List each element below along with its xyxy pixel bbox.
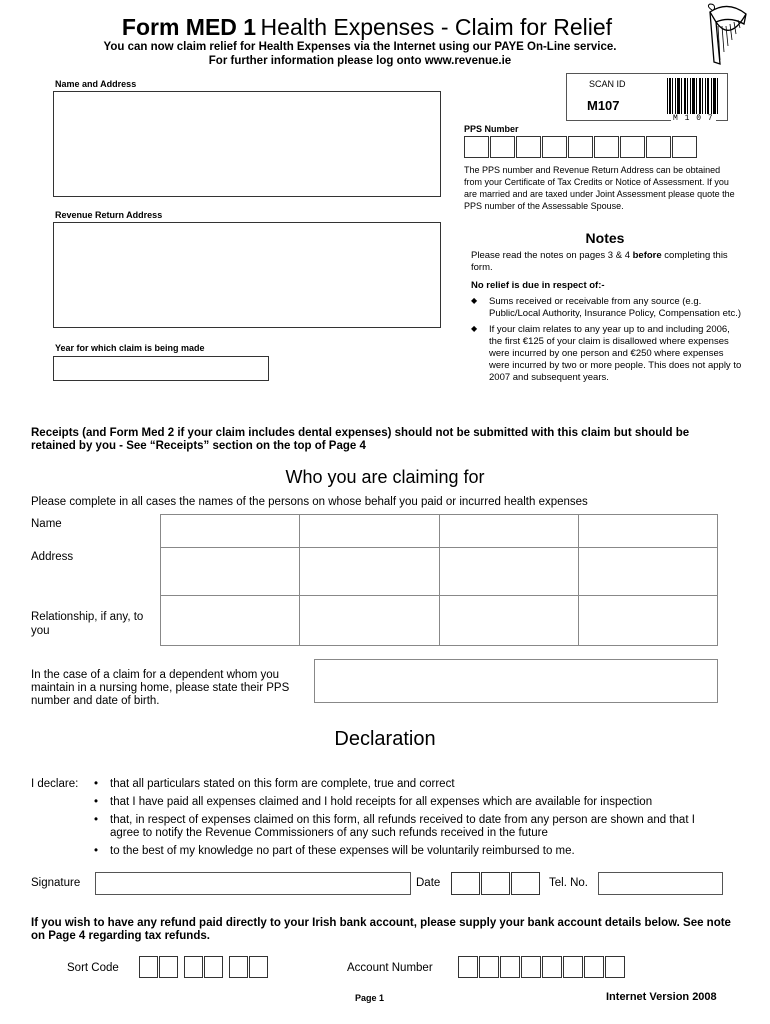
declaration-intro: I declare:	[31, 778, 79, 790]
declaration-item	[94, 845, 724, 858]
barcode-icon	[667, 78, 719, 114]
notes-intro-post: completing this form.	[471, 250, 728, 273]
pps-digit[interactable]	[464, 136, 489, 158]
sort-code-boxes[interactable]	[139, 956, 269, 978]
tel-field[interactable]	[598, 872, 723, 895]
declaration-title: Declaration	[334, 728, 436, 750]
name-address-field[interactable]	[53, 91, 441, 197]
diamond-bullet-icon: ◆	[471, 296, 478, 305]
table-row	[161, 596, 718, 646]
subtitle-2: For further information please log onto www.revenue.ie	[208, 55, 512, 67]
year-field[interactable]	[53, 356, 269, 381]
date-segment[interactable]	[451, 872, 480, 895]
address-row-label: Address	[31, 551, 74, 563]
sort-code-digit[interactable]	[249, 956, 268, 978]
date-segment[interactable]	[481, 872, 510, 895]
declaration-item-text: that I have paid all expenses claimed and I hold receipts for all expenses which are available for inspection	[110, 796, 653, 808]
sort-code-digit[interactable]	[139, 956, 158, 978]
pps-digit[interactable]	[594, 136, 619, 158]
relationship-row-label: Relationship, if any, to you	[31, 611, 144, 637]
claimant-name-cell[interactable]	[439, 515, 578, 548]
account-digit[interactable]	[521, 956, 541, 978]
name-row-label: Name	[31, 518, 62, 530]
pps-digit[interactable]	[516, 136, 541, 158]
subtitle-1: You can now claim relief for Health Expenses via the Internet using our PAYE On-Line service.	[103, 41, 617, 53]
signature-field[interactable]	[95, 872, 411, 895]
revenue-return-label: Revenue Return Address	[55, 210, 163, 220]
account-number-boxes[interactable]	[458, 956, 626, 978]
account-digit[interactable]	[584, 956, 604, 978]
scan-id-box	[566, 73, 728, 121]
bullet-icon: •	[94, 796, 99, 808]
form-code: Form MED 1	[121, 14, 257, 40]
notes-item	[471, 296, 743, 320]
declaration-list	[94, 778, 724, 858]
receipts-notice: Receipts (and Form Med 2 if your claim includes dental expenses) should not be submitted with this claim but should be retained by you - See “Receipts” section on the top of Page 4	[31, 427, 690, 452]
date-label: Date	[416, 877, 441, 889]
bullet-icon: •	[94, 778, 99, 790]
notes-item	[471, 324, 743, 384]
nursing-home-field[interactable]	[314, 659, 718, 703]
claimant-address-cell[interactable]	[161, 548, 300, 596]
bullet-icon: •	[94, 845, 99, 857]
claimants-table	[160, 514, 718, 646]
claimant-address-cell[interactable]	[439, 548, 578, 596]
declaration-item-text: to the best of my knowledge no part of these expenses will be voluntarily reimbursed to me.	[110, 845, 575, 857]
claimant-address-cell[interactable]	[578, 548, 717, 596]
notes-title: Notes	[585, 230, 625, 246]
account-label: Account Number	[347, 962, 433, 974]
pps-digit[interactable]	[542, 136, 567, 158]
date-segment[interactable]	[511, 872, 540, 895]
notes-intro	[471, 250, 741, 274]
table-row	[161, 515, 718, 548]
date-boxes[interactable]	[451, 872, 541, 895]
pps-digit[interactable]	[646, 136, 671, 158]
signature-label: Signature	[31, 877, 81, 889]
account-digit[interactable]	[458, 956, 478, 978]
sort-code-label: Sort Code	[67, 962, 119, 974]
revenue-return-field[interactable]	[53, 222, 441, 328]
claimant-name-cell[interactable]	[578, 515, 717, 548]
claiming-title: Who you are claiming for	[285, 467, 485, 487]
account-digit[interactable]	[563, 956, 583, 978]
table-row	[161, 548, 718, 596]
account-digit[interactable]	[542, 956, 562, 978]
claimant-relationship-cell[interactable]	[161, 596, 300, 646]
notes-intro-pre: Please read the notes on pages 3 & 4	[471, 250, 633, 261]
harp-emblem-icon	[700, 2, 756, 70]
notes-item-text: If your claim relates to any year up to and including 2006, the first €125 of your claim is disallowed where expenses were incurred by one person and €250 where expenses were incurred by two or more people. This does not apply to 2007 and subsequent years.	[489, 324, 742, 383]
account-digit[interactable]	[479, 956, 499, 978]
pps-digit[interactable]	[490, 136, 515, 158]
bullet-icon: •	[94, 814, 99, 826]
claimant-address-cell[interactable]	[300, 548, 439, 596]
claimant-relationship-cell[interactable]	[300, 596, 439, 646]
tel-label: Tel. No.	[549, 877, 588, 889]
barcode-text: M 1 0 7	[673, 114, 714, 123]
sort-code-digit[interactable]	[184, 956, 203, 978]
declaration-item	[94, 778, 724, 791]
claiming-instruction: Please complete in all cases the names of the persons on whose behalf you paid or incurred health expenses	[31, 496, 588, 508]
pps-info: The PPS number and Revenue Return Address can be obtained from your Certificate of Tax Credits or Notice of Assessment. If you are married and are taxed under Joint Assessment please quote the PPS number of the Assessable Spouse.	[464, 165, 735, 211]
pps-digit[interactable]	[620, 136, 645, 158]
declaration-item	[94, 796, 724, 809]
declaration-item	[94, 814, 724, 840]
version-label: Internet Version 2008	[606, 991, 717, 1003]
sort-code-digit[interactable]	[159, 956, 178, 978]
form-title	[72, 14, 662, 41]
notes-list	[471, 296, 743, 384]
claimant-name-cell[interactable]	[300, 515, 439, 548]
nursing-home-label: In the case of a claim for a dependent whom you maintain in a nursing home, please state their PPS number and date of birth.	[31, 669, 290, 707]
declaration-item-text: that, in respect of expenses claimed on this form, all refunds received to date from any person are shown and that I agree to notify the Revenue Commissioners of any such refunds received in the future	[110, 814, 695, 839]
notes-item-text: Sums received or receivable from any source (e.g. Public/Local Authority, Insurance Policy, Compensation etc.)	[489, 296, 742, 319]
no-relief-heading: No relief is due in respect of:-	[471, 280, 605, 291]
sort-code-digit[interactable]	[229, 956, 248, 978]
notes-intro-bold: before	[632, 250, 662, 261]
diamond-bullet-icon: ◆	[471, 324, 478, 333]
pps-label: PPS Number	[464, 124, 519, 134]
account-digit[interactable]	[605, 956, 625, 978]
pps-digit[interactable]	[568, 136, 593, 158]
scan-id-label: SCAN ID	[589, 79, 626, 89]
page-number: Page 1	[355, 993, 385, 1003]
sort-code-digit[interactable]	[204, 956, 223, 978]
claimant-relationship-cell[interactable]	[578, 596, 717, 646]
scan-id-value: M107	[587, 98, 620, 113]
claimant-name-cell[interactable]	[161, 515, 300, 548]
pps-number-boxes[interactable]	[464, 136, 698, 158]
name-address-label: Name and Address	[55, 79, 137, 89]
account-digit[interactable]	[500, 956, 520, 978]
pps-digit[interactable]	[672, 136, 697, 158]
claimant-relationship-cell[interactable]	[439, 596, 578, 646]
year-label: Year for which claim is being made	[55, 343, 205, 353]
declaration-item-text: that all particulars stated on this form are complete, true and correct	[110, 778, 455, 790]
bank-notice: If you wish to have any refund paid directly to your Irish bank account, please supply your bank account details below. See note on Page 4 regarding tax refunds.	[31, 917, 731, 942]
form-title-text: Health Expenses - Claim for Relief	[260, 14, 613, 40]
